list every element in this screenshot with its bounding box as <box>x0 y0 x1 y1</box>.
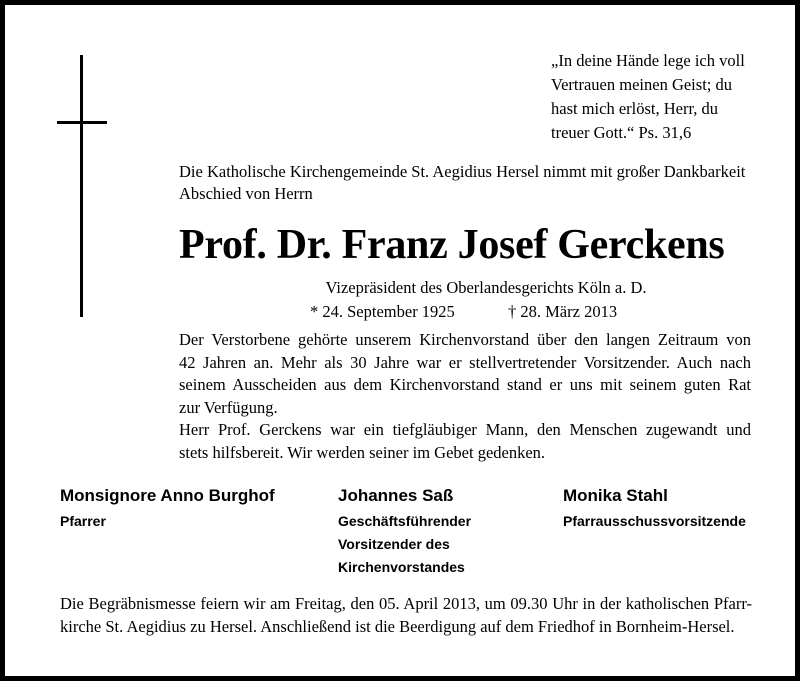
signatory-title-line: Vorsitzender des <box>338 536 450 552</box>
tribute-line: stets hilfsbereit. Wir werden seiner im Gebet gedenken. <box>179 442 546 462</box>
intro-line: Die Katholische Kirchengemeinde St. Aegidius Hersel nimmt mit großer Dankbarkeit <box>179 162 746 181</box>
signatory-name: Monsignore Anno Burghof <box>60 486 275 505</box>
tribute-text <box>179 329 751 464</box>
verse-line: treuer Gott.“ Ps. 31,6 <box>551 123 692 142</box>
intro-line: Abschied von Herrn <box>179 184 313 203</box>
verse-line: Vertrauen meinen Geist; du <box>551 75 732 94</box>
signatory-sass <box>338 485 471 579</box>
funeral-line: kirche St. Aegidius zu Hersel. Anschließend ist die Beerdigung auf dem Friedhof in Bornheim-Hersel. <box>60 616 735 636</box>
cross-horizontal-bar <box>57 121 107 124</box>
deceased-name: Prof. Dr. Franz Josef Gerckens <box>179 222 725 268</box>
intro-text <box>179 161 779 205</box>
tribute-line: zur Verfügung. <box>179 397 278 417</box>
signatory-name: Monika Stahl <box>563 486 668 505</box>
verse-line: hast mich erlöst, Herr, du <box>551 99 719 118</box>
tribute-line: Herr Prof. Gerckens war ein tiefgläubiger Mann, den Menschen zugewandt und <box>179 420 751 439</box>
tribute-line: seinem Ausscheiden aus dem Kirchenvorstand stand er uns mit seinem guten Rat <box>179 375 751 394</box>
signatory-name: Johannes Saß <box>338 486 454 505</box>
birth-date: * 24. September 1925 <box>310 302 455 321</box>
signatory-title: Pfarrausschussvorsitzende <box>563 513 746 529</box>
signatory-title-line: Kirchenvorstandes <box>338 559 465 575</box>
signatory-title-line: Geschäftsführender <box>338 513 472 529</box>
funeral-info <box>60 593 752 638</box>
deceased-role: Vizepräsident des Oberlandesgerichts Köln a. D. <box>325 278 647 297</box>
signatory-title <box>338 510 471 579</box>
verse-line: „In deine Hände lege ich voll <box>551 51 745 70</box>
tribute-line: 42 Jahren an. Mehr als 30 Jahre war er stellvertretender Vorsitzender. Auch nach <box>179 352 751 372</box>
tribute-line: Der Verstorbene gehörte unserem Kirchenvorstand über den langen Zeitraum von <box>179 330 751 349</box>
signatory-stahl <box>563 485 746 533</box>
death-date: † 28. März 2013 <box>508 302 618 321</box>
signatory-burghof <box>60 485 275 533</box>
funeral-line: Die Begräbnismesse feiern wir am Freitag, den 05. April 2013, um 09.30 Uhr in der katholischen Pfarr- <box>60 594 752 613</box>
life-dates <box>310 301 630 323</box>
signatory-title: Pfarrer <box>60 513 106 529</box>
bible-verse <box>551 49 791 145</box>
cross-vertical-bar <box>80 55 83 317</box>
